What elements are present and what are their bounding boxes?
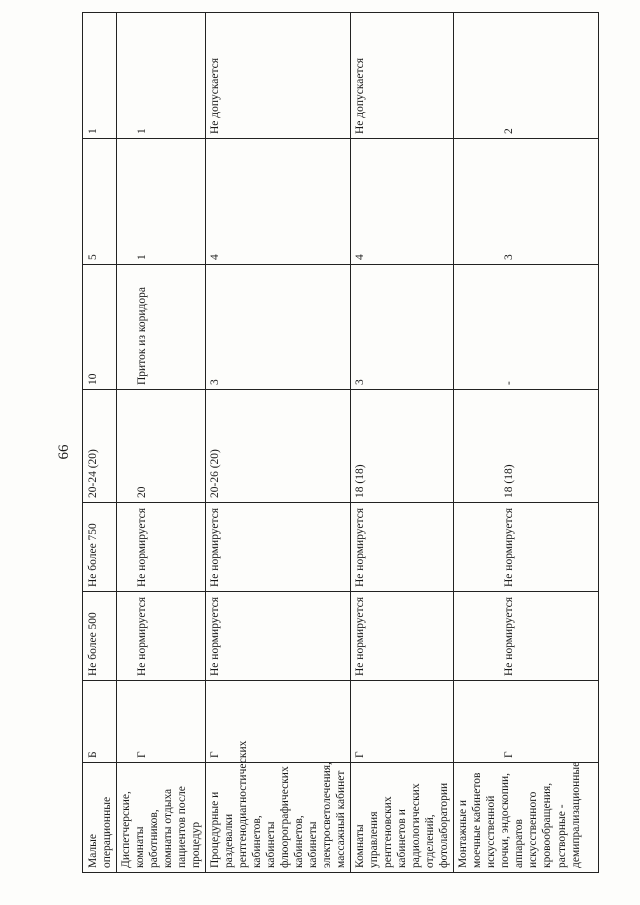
table-cell: Не нормируется [351,592,454,681]
table-cell: 18 (18) [454,390,599,503]
table-cell: Не допускается [351,13,454,139]
header-cell: Не более 750 [83,503,117,592]
requirements-table [82,12,599,873]
table-cell: Не нормируется [351,503,454,592]
table-container [82,13,582,873]
table-cell: 20-26 (20) [206,390,351,503]
header-cell: Малые операционные [83,763,117,873]
room-name-cell: Монтажные и моечные кабинетов искусственной почки, эндоскопии, аппаратов искусственного кровообращения, растворные - демипрализационные [454,763,599,873]
table-cell: Г [454,681,599,763]
table-cell: 3 [351,265,454,390]
table-cell: 4 [206,139,351,265]
table-row [117,13,206,873]
table-cell: 3 [454,139,599,265]
table-cell: 2 [454,13,599,139]
table-cell: 18 (18) [351,390,454,503]
table-cell: Не нормируется [454,592,599,681]
table-cell: Не нормируется [206,503,351,592]
page-number: 66 [56,444,72,460]
table-cell: Г [117,681,206,763]
header-cell: 5 [83,139,117,265]
table-row [454,13,599,873]
table-cell: 3 [206,265,351,390]
table-cell: Не нормируется [117,503,206,592]
table-row [351,13,454,873]
room-name-cell: Комнаты управления рентгеновских кабинетов и радиологических отделений, фотолаборатории [351,763,454,873]
table-cell: Г [206,681,351,763]
table-cell: Приток из коридора [117,265,206,390]
header-cell: Б [83,681,117,763]
header-cell: 20-24 (20) [83,390,117,503]
table-cell: 4 [351,139,454,265]
table-cell: 1 [117,139,206,265]
table-cell: 1 [117,13,206,139]
table-cell: Не нормируется [454,503,599,592]
table-cell: - [454,265,599,390]
table-cell: 20 [117,390,206,503]
header-cell: 10 [83,265,117,390]
table-cell: Не нормируется [117,592,206,681]
table-row [206,13,351,873]
header-cell: 1 [83,13,117,139]
table-cell: Не нормируется [206,592,351,681]
header-cell: Не более 500 [83,592,117,681]
table-header-row [83,13,117,873]
room-name-cell: Процедурные и раздевалки рентгенодиагностических кабинетов, кабинеты флюорографических кабинетов, кабинеты электросветолечения, массажный кабинет [206,763,351,873]
room-name-cell: Диспетчерские, комнаты работников, комнаты отдыха пациентов после процедур [117,763,206,873]
table-cell: Г [351,681,454,763]
table-cell: Не допускается [206,13,351,139]
